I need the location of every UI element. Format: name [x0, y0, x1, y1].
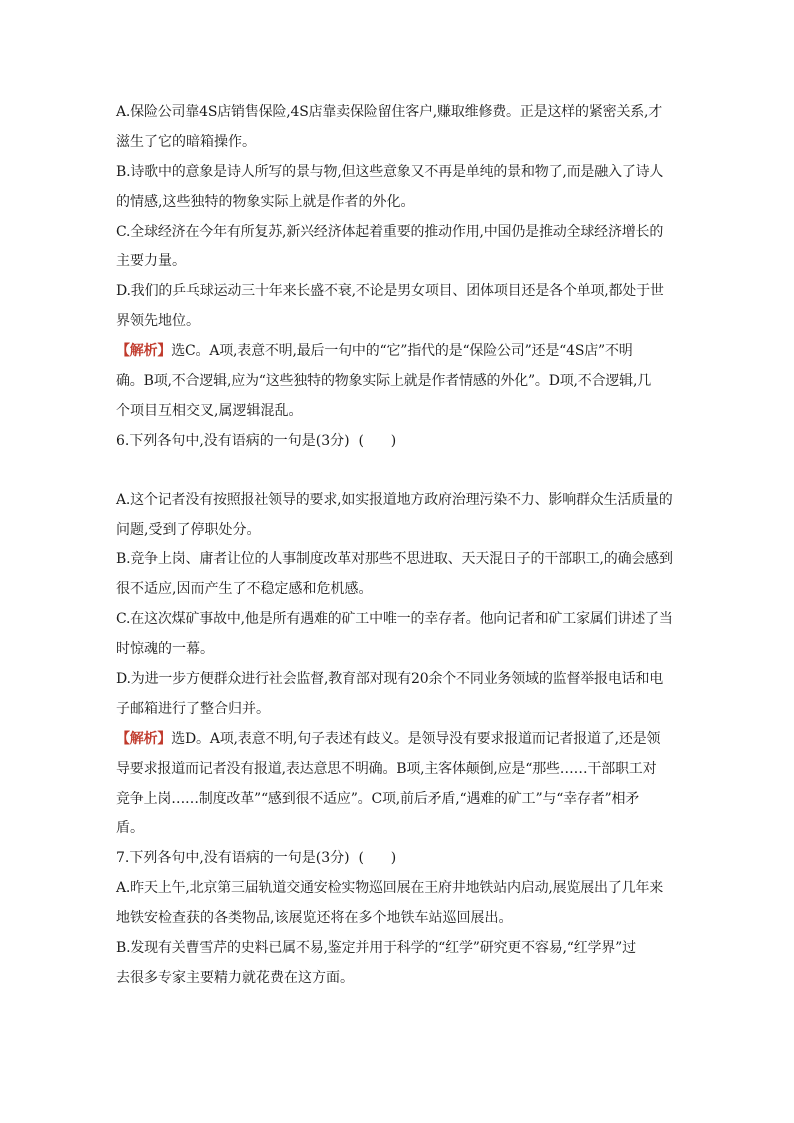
q5-option-b	[116, 158, 682, 218]
analysis-tag: 【解析】	[116, 343, 172, 360]
q5-option-a	[116, 98, 682, 158]
text-line: 的情感,这些独特的物象实际上就是作者的外化。	[116, 193, 415, 210]
q5-option-c	[116, 218, 682, 278]
q6-option-b	[116, 545, 682, 605]
text-line: 个项目互相交叉,属逻辑混乱。	[116, 402, 303, 419]
analysis-line	[116, 337, 682, 367]
text-line: 地铁安检查获的各类物品,该展览还将在多个地铁车站巡回展出。	[116, 910, 513, 927]
text-line: 竞争上岗……制度改革”“感到很不适应”。C项,前后矛盾,“遇难的矿工”与“幸存者”相矛	[116, 790, 640, 807]
text-line: B.竞争上岗、庸者让位的人事制度改革对那些不思进取、天天混日子的干部职工,的确会感到	[116, 551, 673, 568]
document-page	[116, 98, 682, 994]
q6-stem: 6.下列各句中,没有语病的一句是(3分) ( )	[116, 432, 397, 449]
text-line: A.保险公司靠4S店销售保险,4S店靠卖保险留住客户,赚取维修费。正是这样的紧密关系,才	[116, 104, 663, 120]
analysis-text: 选C。A项,表意不明,最后一句中的“它”指代的是“保险公司”还是“4S店”不明	[171, 343, 633, 360]
blank-gap	[116, 457, 682, 486]
text-line: 很不适应,因而产生了不稳定感和危机感。	[116, 581, 373, 598]
analysis-tag: 【解析】	[116, 730, 172, 747]
text-line: 问题,受到了停职处分。	[116, 521, 261, 538]
text-line: 主要力量。	[116, 253, 186, 270]
q6-analysis	[116, 725, 682, 845]
q6-option-c	[116, 605, 682, 665]
q7-stem: 7.下列各句中,没有语病的一句是(3分) ( )	[116, 850, 397, 867]
text-line: 时惊魂的一幕。	[116, 641, 214, 658]
analysis-text: 选D。A项,表意不明,句子表述有歧义。是领导没有要求报道而记者报道了,还是领	[171, 730, 661, 747]
text-line: 确。B项,不合逻辑,应为“这些独特的物象实际上就是作者情感的外化”。D项,不合逻辑,几	[116, 373, 652, 390]
q7-option-a	[116, 874, 682, 934]
q5-analysis	[116, 337, 682, 427]
analysis-line	[116, 725, 682, 755]
text-line: 子邮箱进行了整合归并。	[116, 700, 270, 717]
text-line: 界领先地位。	[116, 313, 200, 330]
text-line: D.为进一步方便群众进行社会监督,教育部对现有20余个不同业务领域的监督举报电话和电	[116, 671, 664, 688]
q7-option-b	[116, 934, 682, 994]
q6-option-a	[116, 486, 682, 546]
q6-option-d	[116, 665, 682, 725]
text-line: A.昨天上午,北京第三届轨道交通安检实物巡回展在王府井地铁站内启动,展览展出了几年来	[116, 880, 664, 897]
text-line: A.这个记者没有按照报社领导的要求,如实报道地方政府治理污染不力、影响群众生活质量的	[116, 491, 673, 508]
text-line: D.我们的乒乓球运动三十年来长盛不衰,不论是男女项目、团体项目还是各个单项,都处于世	[116, 283, 664, 300]
text-line: 去很多专家主要精力就花费在这方面。	[116, 969, 354, 986]
text-line: 盾。	[116, 820, 144, 837]
text-line: C.全球经济在今年有所复苏,新兴经济体起着重要的推动作用,中国仍是推动全球经济增长的	[116, 223, 664, 240]
text-line: B.发现有关曹雪芹的史料已属不易,鉴定并用于科学的“红学”研究更不容易,“红学界”过	[116, 940, 636, 957]
q5-option-d	[116, 277, 682, 337]
text-line: 滋生了它的暗箱操作。	[116, 133, 256, 150]
text-line: 导要求报道而记者没有报道,表达意思不明确。B项,主客体颠倒,应是“那些……干部职工对	[116, 760, 657, 777]
text-line: C.在这次煤矿事故中,他是所有遇难的矿工中唯一的幸存者。他向记者和矿工家属们讲述了当	[116, 611, 673, 628]
text-line: B.诗歌中的意象是诗人所写的景与物,但这些意象又不再是单纯的景和物了,而是融入了诗人	[116, 163, 664, 180]
